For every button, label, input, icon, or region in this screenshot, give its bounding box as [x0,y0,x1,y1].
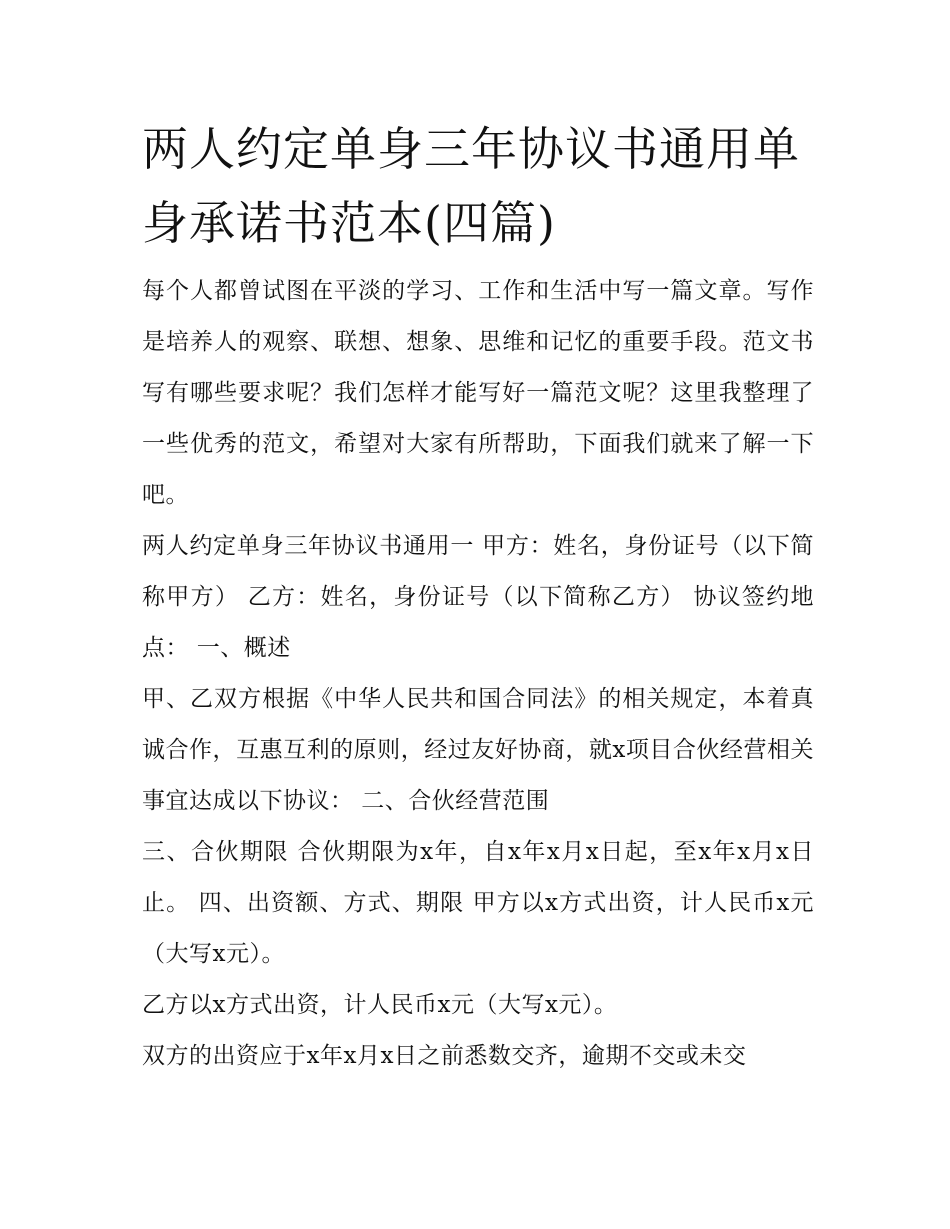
term-and-capital-paragraph: 三、合伙期限 合伙期限为x年，自x年x月x日起，至x年x月x日止。 四、出资额、方式、期限 甲方以x方式出资，计人民币x元（大写x元）。 [142,839,814,967]
overview-paragraph: 甲、乙双方根据《中华人民共和国合同法》的相关规定，本着真诚合作，互惠互利的原则，经过友好协商，就x项目合伙经营相关事宜达成以下协议： 二、合伙经营范围 [142,686,814,814]
intro-paragraph: 每个人都曾试图在平淡的学习、工作和生活中写一篇文章。写作是培养人的观察、联想、想象、思维和记忆的重要手段。范文书写有哪些要求呢？我们怎样才能写好一篇范文呢？这里我整理了一些优秀的范文，希望对大家有所帮助，下面我们就来了解一下吧。 [142,278,814,508]
agreement-parties-paragraph: 两人约定单身三年协议书通用一 甲方：姓名，身份证号（以下简称甲方） 乙方：姓名，身份证号（以下简称乙方） 协议签约地点： 一、概述 [142,533,814,661]
document-page [142,112,814,1082]
capital-deadline-paragraph: 双方的出资应于x年x月x日之前悉数交齐，逾期不交或未交 [142,1043,747,1069]
party-b-capital-paragraph: 乙方以x方式出资，计人民币x元（大写x元）。 [142,992,618,1018]
document-title: 两人约定单身三年协议书通用单身承诺书范本(四篇) [142,122,800,250]
